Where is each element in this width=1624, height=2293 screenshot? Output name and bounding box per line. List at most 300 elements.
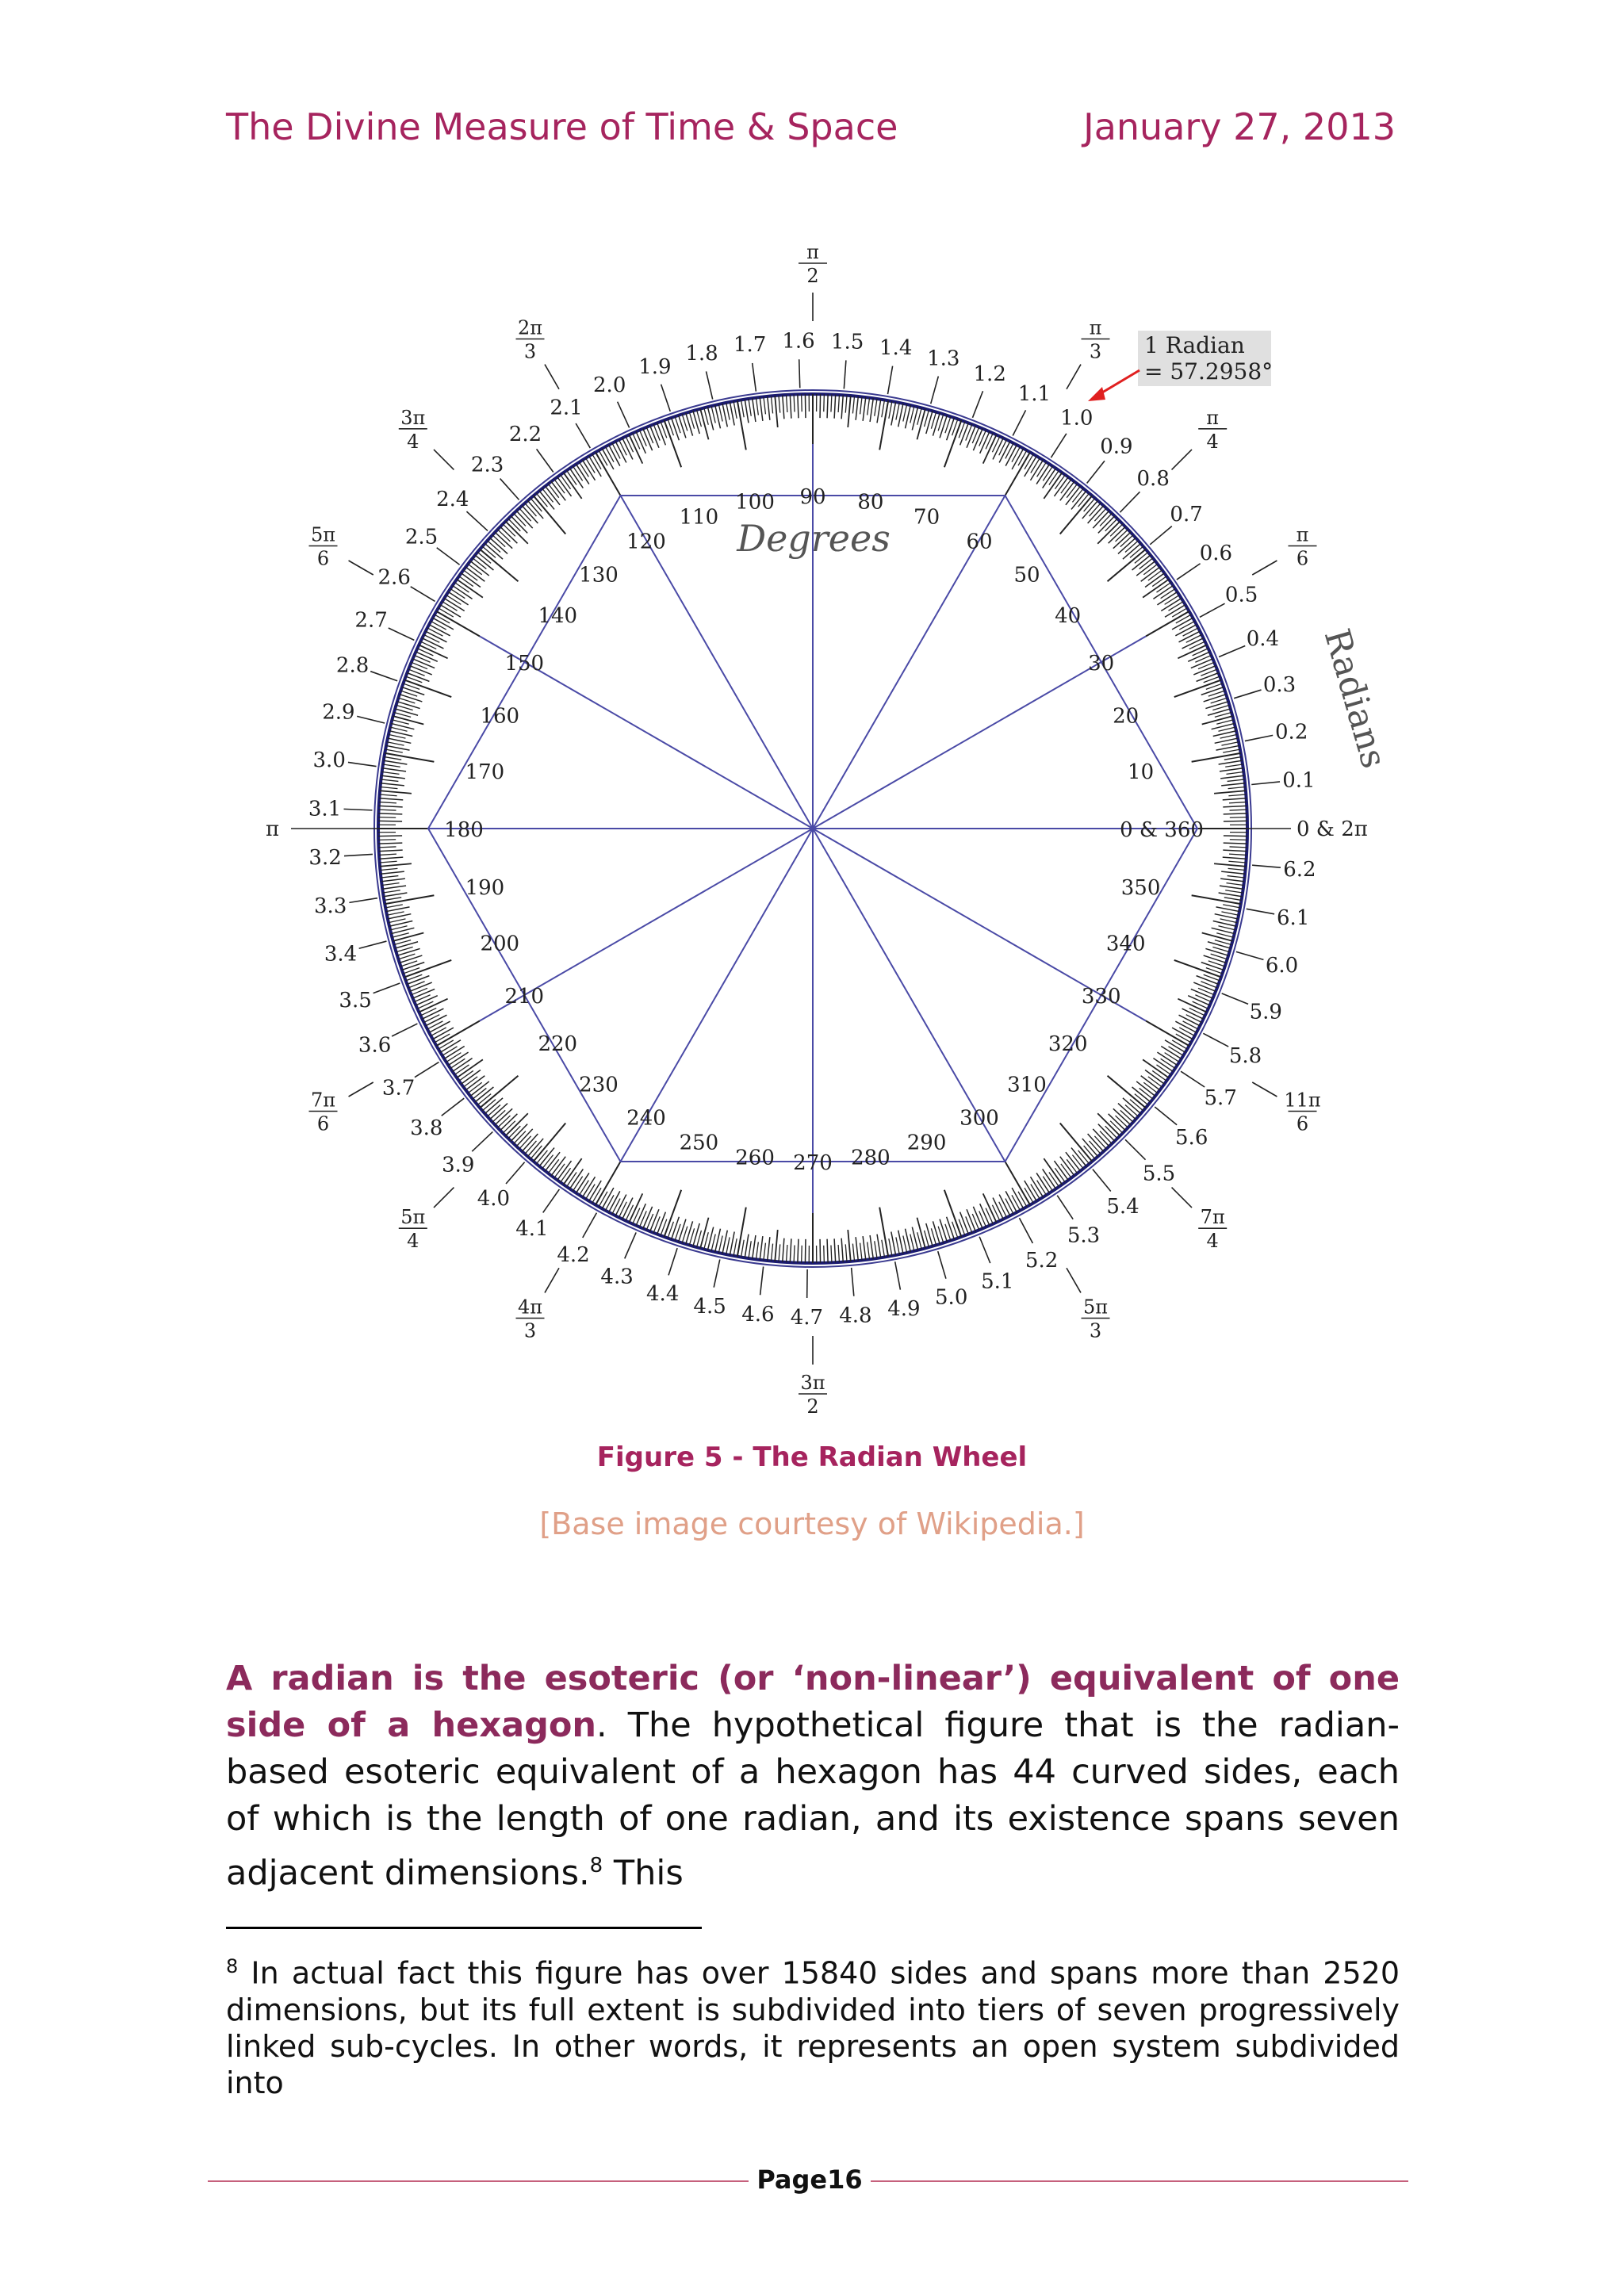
radian-label: 0.3 [1262, 673, 1297, 697]
degree-tick [1055, 1168, 1065, 1182]
degree-tick [1043, 1177, 1052, 1191]
degree-tick [384, 893, 408, 897]
degree-label: 210 [504, 985, 545, 1009]
degree-label: 120 [626, 530, 666, 554]
pi-fraction [1284, 1089, 1320, 1135]
degree-tick [1189, 641, 1205, 649]
degree-tick [679, 1219, 686, 1242]
degree-tick [889, 1238, 892, 1256]
degree-tick [1072, 488, 1083, 502]
degree-tick [764, 397, 765, 415]
degree-tick [1012, 1195, 1020, 1210]
degree-tick [693, 411, 699, 434]
radian-label: 5.9 [1249, 1000, 1282, 1024]
degree-tick [1221, 912, 1239, 915]
degree-tick [1031, 1184, 1040, 1199]
degree-tick [868, 398, 870, 415]
radian-label: 6.1 [1277, 906, 1310, 931]
radian-tick [576, 423, 590, 448]
fraction-denominator: 4 [407, 1230, 419, 1253]
degree-label: 60 [966, 530, 993, 554]
degree-label: 170 [465, 760, 505, 785]
degree-tick [1221, 871, 1245, 874]
degree-tick [1218, 926, 1235, 930]
degree-tick [382, 771, 400, 774]
degree-tick [1156, 583, 1170, 592]
radian-tick [344, 854, 373, 856]
degree-tick [733, 1238, 737, 1256]
degree-tick [1223, 905, 1240, 908]
degree-tick [794, 1245, 795, 1262]
radian-tick [543, 1189, 560, 1212]
radian-label: 5.7 [1204, 1086, 1237, 1111]
degree-tick [561, 475, 571, 489]
pi-fraction [799, 241, 827, 287]
degree-tick [771, 1244, 772, 1261]
degree-tick [1228, 861, 1246, 863]
degree-tick [831, 395, 832, 412]
degree-tick [1061, 479, 1071, 493]
radian-tick [753, 363, 756, 392]
degree-tick [606, 446, 614, 461]
degree-tick [542, 1155, 553, 1169]
degree-tick [378, 843, 402, 844]
fraction-denominator: 4 [407, 430, 419, 453]
degree-tick [643, 1207, 653, 1229]
degree-label: 100 [735, 490, 775, 515]
degree-tick [381, 783, 404, 786]
pi-fraction [309, 524, 338, 570]
degree-tick [879, 1208, 888, 1257]
degree-tick [420, 1008, 436, 1015]
degree-tick [463, 1077, 477, 1087]
degree-tick [629, 1193, 642, 1222]
degree-tick [745, 1235, 749, 1258]
degree-tick [856, 396, 858, 420]
page-label: Page [756, 2165, 828, 2195]
radian-label: 3.4 [324, 942, 358, 967]
degree-tick [852, 396, 854, 414]
fraction-leader [349, 561, 373, 575]
degree-tick [1220, 919, 1237, 923]
degree-label: 130 [579, 563, 619, 588]
fraction-numerator: 3π [800, 1372, 825, 1394]
degree-tick [1176, 614, 1191, 623]
fraction-denominator: 3 [1089, 1319, 1102, 1342]
degree-tick [586, 1184, 595, 1199]
degree-tick [480, 1076, 518, 1108]
degree-label: 10 [1128, 760, 1155, 785]
degree-tick [402, 687, 424, 695]
degree-tick [1208, 942, 1231, 948]
degree-tick [1192, 753, 1241, 762]
fraction-leader [349, 1082, 373, 1097]
degree-tick [967, 426, 975, 448]
degree-tick [381, 779, 399, 781]
footnote-number: 8 [226, 1955, 239, 1977]
degree-tick [841, 395, 843, 419]
degree-tick [790, 395, 791, 419]
pi-fraction [799, 1372, 827, 1418]
degree-tick [561, 1168, 571, 1182]
radian-label: 4.0 [477, 1187, 511, 1212]
degree-tick [779, 396, 780, 413]
radian-tick [852, 1268, 854, 1296]
degree-label: 150 [504, 652, 545, 676]
degree-tick [775, 1230, 777, 1261]
degree-tick [384, 760, 408, 764]
degree-label: 340 [1105, 932, 1146, 956]
degree-tick [1143, 1082, 1157, 1093]
degree-tick [393, 716, 424, 724]
degree-tick [877, 1235, 881, 1258]
degree-tick [870, 398, 873, 422]
degree-tick [626, 1205, 633, 1221]
body-lead: A radian is the esoteric (or ‘non-linear’) equivalent of one side of a hexagon [226, 1659, 1400, 1745]
radian-tick [389, 628, 415, 640]
degree-tick [1100, 1131, 1112, 1144]
degree-tick [1229, 854, 1247, 855]
degree-tick [395, 942, 418, 948]
degree-tick [986, 1208, 993, 1224]
degree-tick [657, 423, 666, 445]
degree-tick [1224, 813, 1247, 814]
degree-tick [643, 429, 653, 451]
radian-label: 0.2 [1275, 720, 1308, 745]
degree-tick [979, 430, 986, 446]
degree-tick [1067, 1159, 1077, 1173]
fraction-numerator: 5π [310, 523, 336, 546]
degree-tick [940, 415, 947, 438]
degree-tick [419, 645, 447, 658]
degree-tick [459, 1070, 473, 1081]
radian-tick [938, 1251, 946, 1279]
header-date: January 27, 2013 [1083, 105, 1396, 148]
radian-tick [583, 1213, 597, 1238]
degree-tick [380, 861, 397, 863]
degree-tick [1161, 589, 1175, 599]
radian-tick [506, 1162, 525, 1184]
radian-label: 1.0 [1060, 406, 1094, 431]
degree-tick [1228, 787, 1246, 788]
degree-label: 180 [444, 818, 484, 842]
radian-label: 6.2 [1283, 858, 1316, 882]
pi-label: π [266, 817, 280, 841]
pi-fraction [516, 317, 545, 363]
radian-tick [661, 385, 671, 412]
degree-tick [686, 413, 693, 436]
degree-tick [427, 1021, 443, 1029]
degree-tick [1193, 666, 1216, 675]
degree-tick [1116, 1116, 1128, 1127]
radian-label: 0.9 [1100, 434, 1133, 459]
radian-label: 2.9 [322, 700, 355, 725]
degree-tick [1178, 999, 1206, 1013]
degree-label: 290 [906, 1131, 947, 1155]
degree-tick [686, 1221, 693, 1244]
radian-label: 0.5 [1224, 583, 1258, 607]
radian-tick [1245, 735, 1273, 741]
footnote [226, 1948, 1400, 2101]
degree-tick [378, 813, 402, 814]
degree-tick [1176, 1034, 1191, 1043]
degree-tick [1165, 1053, 1180, 1062]
degree-tick [1152, 1070, 1166, 1081]
degree-tick [402, 963, 424, 970]
degree-tick [856, 1237, 858, 1261]
degree-tick [379, 850, 403, 852]
degree-tick [1197, 976, 1219, 985]
degree-tick [381, 879, 405, 882]
radian-tick [472, 1131, 492, 1151]
degree-tick [1178, 645, 1206, 658]
degree-tick [564, 473, 582, 499]
degree-tick [633, 433, 640, 449]
degree-tick [1148, 1077, 1162, 1087]
degree-tick [831, 1245, 832, 1262]
radian-tick [1087, 461, 1105, 483]
radian-tick [1251, 782, 1280, 785]
radian-label: 1.2 [973, 362, 1006, 386]
degree-tick [1220, 768, 1243, 771]
page-number-value: 16 [827, 2165, 863, 2195]
degree-tick [381, 876, 399, 878]
radian-label: 0.1 [1282, 768, 1316, 793]
fraction-numerator: 5π [400, 1206, 426, 1229]
degree-tick [805, 394, 806, 418]
degree-tick [542, 488, 553, 502]
degree-tick [947, 1217, 955, 1239]
degree-label: 30 [1088, 652, 1115, 676]
callout-arrowhead [1088, 387, 1105, 401]
degree-tick [534, 1124, 565, 1162]
degree-tick [1055, 475, 1065, 489]
radian-label: 2.3 [470, 453, 504, 477]
degree-tick [1018, 450, 1027, 465]
degree-tick [1220, 775, 1244, 779]
radian-label: 1.6 [782, 329, 815, 354]
degree-label: 320 [1048, 1032, 1088, 1056]
one-radian-callout [1088, 331, 1273, 401]
degree-tick [933, 413, 940, 436]
fraction-numerator: π [806, 241, 819, 263]
degree-tick [413, 659, 435, 668]
degree-tick [410, 982, 432, 991]
radian-label: 4.6 [741, 1303, 775, 1327]
degree-tick [845, 396, 847, 413]
pi-fraction [399, 1206, 427, 1252]
degree-tick [592, 454, 601, 469]
degree-tick [737, 400, 746, 450]
degree-tick [1044, 1158, 1062, 1185]
radian-label: 3.3 [314, 894, 347, 919]
degree-tick [877, 400, 881, 423]
degree-tick [1228, 868, 1246, 870]
degree-tick [718, 404, 722, 421]
pi-fraction [516, 1296, 545, 1342]
fraction-denominator: 2 [806, 1395, 819, 1418]
degree-tick [1125, 541, 1138, 553]
footnote-ref[interactable]: 8 [589, 1854, 603, 1878]
degree-tick [1220, 879, 1244, 882]
degree-tick [639, 430, 646, 446]
fraction-numerator: 11π [1284, 1089, 1321, 1112]
radian-tick [1234, 690, 1261, 699]
degree-tick [824, 394, 825, 412]
radian-label: 2.6 [377, 565, 411, 590]
radian-label: 2.7 [354, 608, 388, 633]
fraction-numerator: π [1206, 406, 1220, 429]
fraction-denominator: 6 [316, 547, 330, 570]
degree-tick [1192, 895, 1241, 904]
radian-tick [1051, 434, 1066, 457]
degree-tick [986, 433, 993, 449]
degree-tick [525, 503, 537, 516]
degree-tick [967, 1209, 975, 1231]
degree-tick [926, 1223, 933, 1246]
fraction-numerator: π [1089, 316, 1102, 339]
radian-label: 4.7 [790, 1306, 824, 1330]
radian-tick [1057, 1196, 1073, 1219]
fraction-leader [1172, 1188, 1192, 1208]
radian-tick [348, 762, 377, 766]
degree-tick [999, 1202, 1007, 1218]
degree-tick [1072, 1155, 1083, 1169]
degree-tick [1148, 570, 1162, 580]
degree-tick [1228, 794, 1246, 796]
degree-tick [960, 1212, 969, 1235]
degree-tick [745, 400, 749, 423]
radian-tick [392, 1024, 417, 1036]
radian-label: 2.4 [436, 487, 469, 511]
degree-tick [845, 1244, 847, 1261]
degree-tick [1165, 595, 1180, 605]
degree-tick [417, 649, 433, 656]
degree-tick [473, 558, 486, 569]
fraction-numerator: 7π [1200, 1206, 1225, 1229]
radian-tick [349, 898, 377, 903]
degree-tick [820, 394, 821, 418]
degree-tick [1204, 955, 1227, 963]
degree-tick [711, 406, 715, 423]
degree-tick [1172, 1040, 1187, 1049]
fraction-leader [545, 365, 559, 389]
degree-tick [459, 576, 473, 587]
degree-label: 80 [857, 490, 884, 515]
degree-label: 90 [799, 485, 826, 509]
degree-label: 70 [914, 505, 940, 530]
degree-tick [1168, 1047, 1183, 1055]
degree-label: 140 [538, 604, 578, 628]
degree-tick [875, 1241, 877, 1258]
degree-tick [679, 415, 686, 438]
degree-tick [1191, 989, 1213, 998]
degree-tick [393, 932, 424, 940]
radian-tick [1181, 1071, 1205, 1087]
degree-label: 110 [679, 505, 719, 530]
degree-tick [599, 450, 607, 465]
degree-tick [497, 530, 510, 542]
degree-tick [870, 1235, 873, 1259]
degree-tick [431, 1028, 446, 1035]
degree-tick [573, 466, 583, 480]
degree-tick [760, 1236, 763, 1260]
degree-tick [1195, 995, 1211, 1002]
degrees-label: Degrees [737, 517, 891, 560]
radian-tick [344, 809, 373, 810]
radian-label: 2.0 [593, 373, 626, 397]
degree-label: 300 [959, 1106, 999, 1131]
degree-label: 310 [1007, 1073, 1047, 1097]
radian-label: 4.2 [557, 1242, 590, 1267]
degree-tick [1225, 764, 1243, 767]
degree-tick [442, 1047, 458, 1055]
degree-tick [910, 1234, 914, 1250]
radian-tick [714, 1260, 720, 1288]
fraction-denominator: 3 [523, 340, 537, 363]
degree-tick [1193, 982, 1216, 991]
fraction-denominator: 6 [1296, 547, 1309, 570]
degree-label: 260 [735, 1146, 775, 1170]
radian-label: 1.1 [1017, 382, 1051, 406]
body-paragraph [226, 1656, 1400, 1897]
fraction-leader [1067, 365, 1081, 389]
degree-tick [979, 1211, 986, 1227]
degree-tick [798, 1239, 799, 1263]
degree-tick [889, 401, 892, 419]
radian-tick [466, 511, 488, 530]
degree-tick [612, 443, 620, 459]
degree-tick [379, 806, 403, 807]
radian-tick [442, 1098, 464, 1116]
degree-tick [834, 1238, 836, 1262]
degree-tick [1224, 843, 1247, 844]
degree-tick [400, 955, 423, 963]
degree-tick [896, 403, 899, 420]
degree-tick [1100, 513, 1112, 526]
degree-tick [387, 912, 404, 915]
radian-label: 3.2 [308, 846, 342, 870]
footer-rule-left [208, 2180, 749, 2182]
fraction-leader [1172, 450, 1192, 469]
degree-tick [960, 423, 969, 445]
fraction-numerator: π [1296, 523, 1309, 546]
degree-tick [612, 1199, 620, 1215]
degree-tick [764, 1243, 765, 1261]
degree-label: 240 [626, 1106, 666, 1131]
fraction-numerator: 2π [517, 316, 543, 339]
degree-tick [592, 1188, 601, 1203]
degree-tick [424, 634, 440, 642]
degree-tick [1120, 1110, 1133, 1122]
degree-tick [1193, 1001, 1208, 1009]
radian-label: 2.2 [508, 423, 542, 446]
degree-tick [385, 749, 403, 752]
degree-tick [1189, 1008, 1205, 1015]
degree-tick [1037, 462, 1047, 477]
radian-label: 1.5 [830, 330, 864, 354]
radian-label: 5.5 [1142, 1162, 1176, 1186]
degree-tick [1043, 466, 1052, 480]
figure-caption: Figure 5 - The Radian Wheel [596, 1441, 1028, 1473]
degree-tick [1143, 1059, 1169, 1078]
degree-tick [386, 745, 409, 750]
degree-label: 350 [1120, 875, 1161, 900]
degree-tick [749, 399, 751, 416]
radian-label: 3.1 [308, 797, 342, 821]
degree-tick [973, 1207, 982, 1229]
radian-tick [1252, 865, 1281, 867]
